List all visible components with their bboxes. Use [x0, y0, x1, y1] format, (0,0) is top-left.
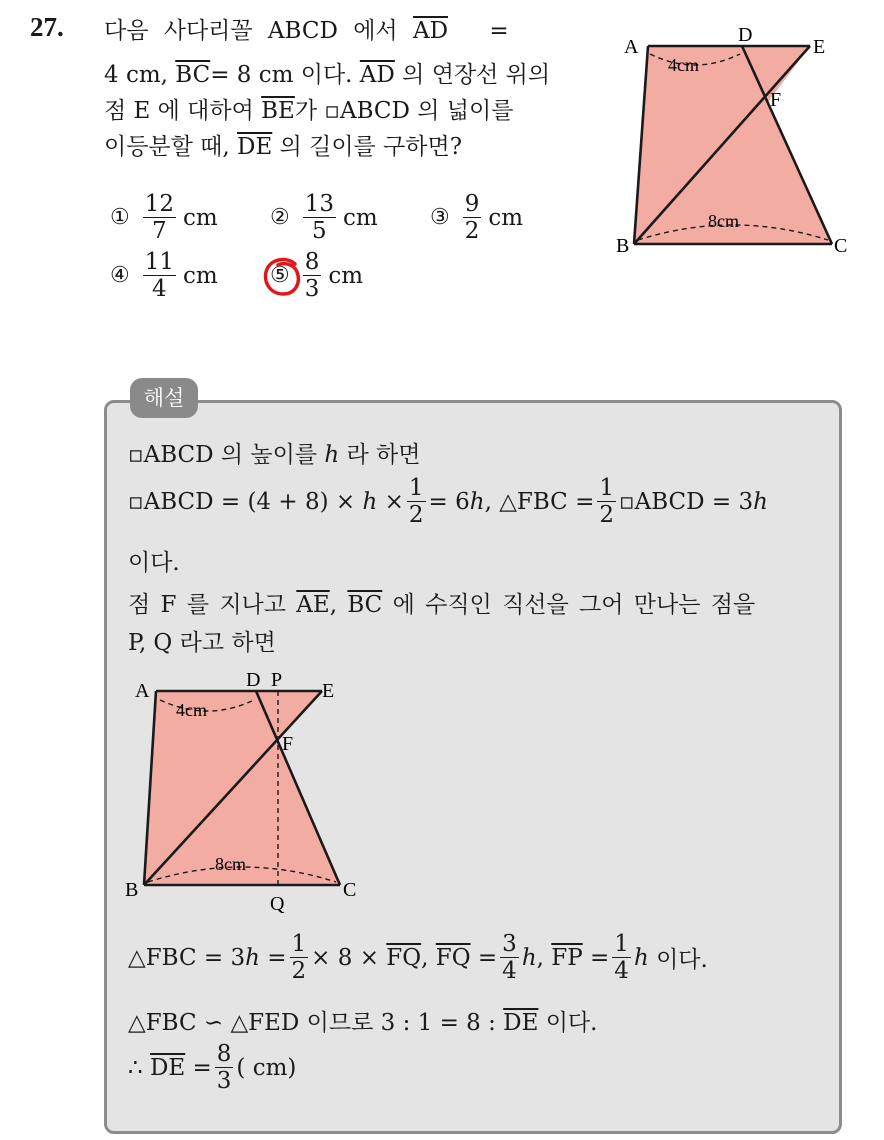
label-q: Q [270, 893, 285, 915]
solution-line-7: △FBC ∽ △FED 이므로 3 : 1 = 8 : $\overline{DE}$ 이다. [128, 1010, 598, 1036]
answer-circle-mark [258, 252, 308, 302]
label-ad-length: 4cm [668, 55, 699, 75]
option-1[interactable]: ① $\frac{12}{7}$ cm [110, 191, 218, 245]
option-4[interactable]: ④ $\frac{11}{4}$ cm [110, 249, 218, 303]
label-e: E [813, 36, 826, 58]
label-d: D [246, 669, 261, 691]
label-a: A [624, 36, 639, 58]
solution-line-2: ▫ABCD = (4 + 8) × h × $\frac{1}{2}$ = 6 h , △FBC = $\frac{1}{2}$ ▫ABCD = 3 h [128, 475, 768, 529]
option-number: ③ [430, 205, 450, 231]
option-5[interactable]: ⑤ $\frac{8}{3}$ cm [270, 249, 364, 303]
option-number: ⑤ [270, 263, 290, 289]
question-line-4: 이등분할 때, $\overline{DE}$ 의 길이를 구하면? [104, 134, 463, 160]
option-number: ② [270, 205, 290, 231]
solution-line-4: 점 F 를 지나고 $\overline{AE}$, $\overline{BC}$ 에 수직인 직선을 그어 만나는 점을 [128, 592, 756, 618]
label-c: C [343, 879, 357, 901]
solution-line-5: P, Q 라고 하면 [128, 630, 276, 656]
label-f: F [770, 89, 782, 111]
label-b: B [125, 879, 139, 901]
option-fraction: $\frac{12}{7}$ [144, 191, 175, 245]
trapezoid-figure [610, 20, 860, 260]
question-line-1: 다음 사다리꼴 ABCD 에서 $\overline{AD}$ = [104, 18, 509, 44]
segment-be: $\overline{BE}$ [261, 98, 295, 124]
option-fraction: $\frac{13}{5}$ [304, 191, 335, 245]
label-b: B [616, 235, 630, 257]
solution-line-3: 이다. [128, 550, 180, 576]
solution-line-1: ▫ABCD 의 높이를 h 라 하면 [128, 442, 421, 468]
label-bc-length: 8cm [215, 854, 246, 874]
label-p: P [271, 669, 283, 691]
option-fraction: $\frac{11}{4}$ [144, 249, 175, 303]
label-d: D [738, 24, 753, 46]
segment-de: $\overline{DE}$ [237, 134, 273, 160]
solution-line-8: ∴ $\overline{DE}$ = $\frac{8}{3}$ ( cm) [128, 1041, 297, 1095]
trapezoid-figure-with-perpendicular [118, 666, 378, 916]
solution-line-6: △FBC = 3 h = $\frac{1}{2}$ × 8 × $\overline{FQ}$ , $\overline{FQ}$ = $\frac{3}{4}$ h , $\overline{FP}$ = $\frac{1}{4}$ h 이다. [128, 931, 708, 985]
question-number: 27. [30, 12, 64, 42]
option-fraction: $\frac{9}{2}$ [464, 191, 480, 245]
question-line-3: 점 E 에 대하여 $\overline{BE}$가 ▫ABCD 의 넓이를 [104, 98, 514, 124]
label-f: F [282, 733, 294, 755]
segment-bc: $\overline{BC}$ [175, 62, 211, 88]
segment-ad: $\overline{AD}$ [412, 18, 449, 44]
label-a: A [135, 680, 150, 702]
option-2[interactable]: ② $\frac{13}{5}$ cm [270, 191, 378, 245]
label-c: C [834, 235, 848, 257]
option-number: ① [110, 205, 130, 231]
segment-ad: $\overline{AD}$ [359, 62, 395, 88]
label-ad-length: 4cm [176, 700, 207, 720]
label-bc-length: 8cm [708, 211, 739, 231]
option-3[interactable]: ③ $\frac{9}{2}$ cm [430, 191, 524, 245]
option-fraction: $\frac{8}{3}$ [304, 249, 320, 303]
solution-tag: 해설 [130, 378, 198, 418]
question-line-2: 4 cm, $\overline{BC}= 8$ cm 이다. $\overline{AD}$ 의 연장선 위의 [104, 62, 551, 88]
label-e: E [322, 680, 335, 702]
option-number: ④ [110, 263, 130, 289]
